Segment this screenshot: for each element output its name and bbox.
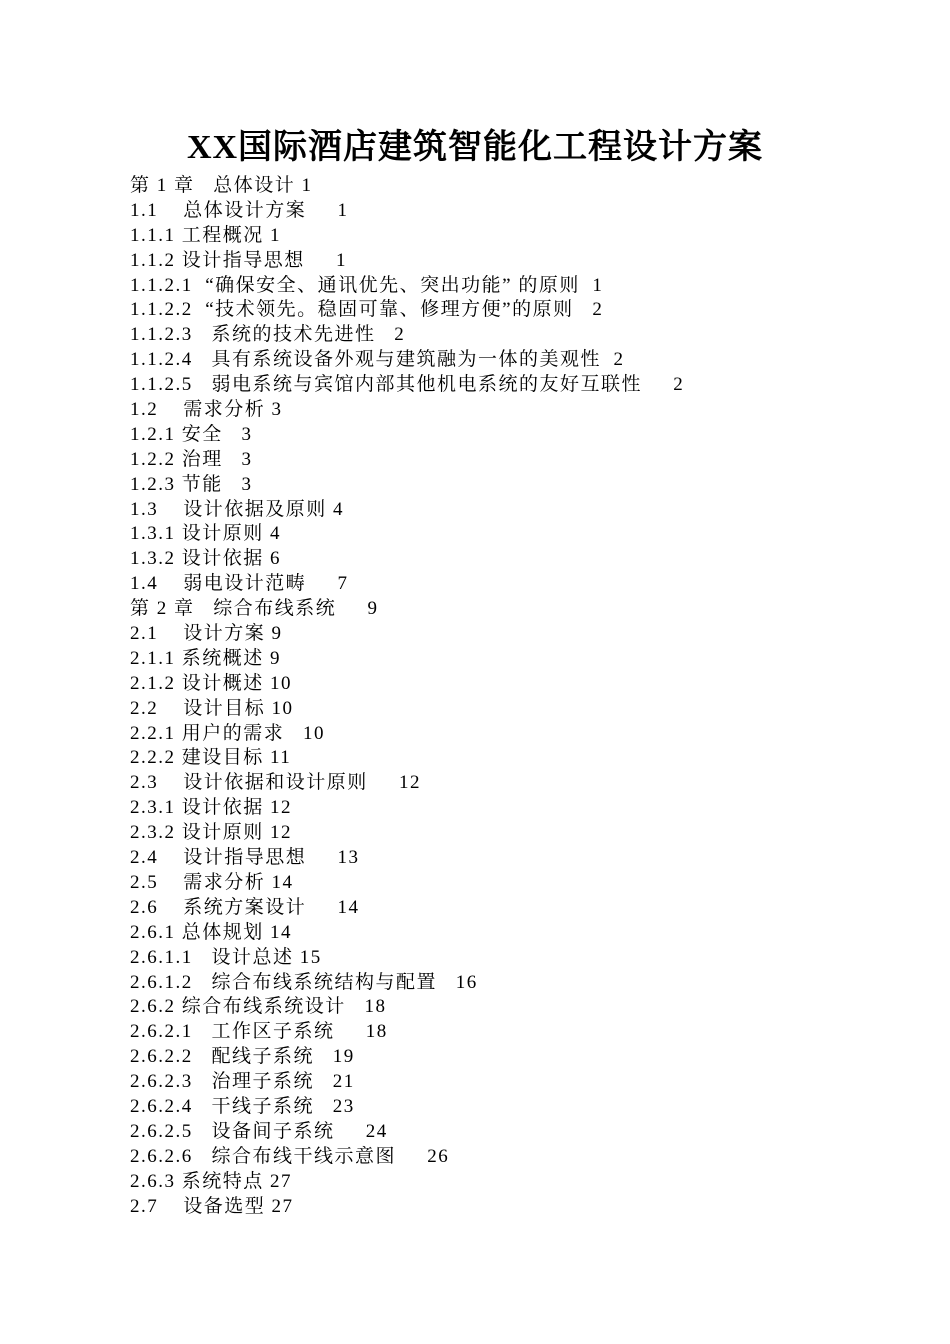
toc-entry[interactable] xyxy=(130,572,890,597)
toc-entry-text: 2.6.1 总体规划 14 xyxy=(130,921,293,943)
toc-entry[interactable] xyxy=(130,722,890,747)
toc-entry-text: 1.1 总体设计方案 1 xyxy=(130,199,349,221)
toc-entry[interactable] xyxy=(130,647,890,672)
toc-entry-text: 2.6.2.6 综合布线干线示意图 26 xyxy=(130,1145,450,1167)
toc-entry[interactable] xyxy=(130,547,890,572)
toc-entry[interactable] xyxy=(130,921,890,946)
toc-entry-text: 2.3.2 设计原则 12 xyxy=(130,822,293,844)
toc-entry[interactable] xyxy=(130,697,890,722)
toc-entry-text: 2.1.1 系统概述 9 xyxy=(130,647,282,669)
toc-entry-text: 1.2.2 治理 3 xyxy=(130,448,253,470)
toc-entry-text: 1.1.2.1 “确保安全、通讯优先、突出功能” 的原则 1 xyxy=(130,274,604,296)
toc-entry-text: 2.3 设计依据和设计原则 12 xyxy=(130,772,422,794)
toc-entry[interactable] xyxy=(130,373,890,398)
toc-entry-text: 1.1.2.3 系统的技术先进性 2 xyxy=(130,324,406,346)
toc-entry-text: 2.6.2 综合布线系统设计 18 xyxy=(130,996,387,1018)
toc-entry-text: 2.4 设计指导思想 13 xyxy=(130,847,360,869)
toc-entry-text: 2.5 需求分析 14 xyxy=(130,871,294,893)
toc-entry[interactable] xyxy=(130,174,890,199)
toc-entry-text: 1.1.2 设计指导思想 1 xyxy=(130,249,348,271)
toc-entry-text: 2.3.1 设计依据 12 xyxy=(130,797,293,819)
toc-entry[interactable] xyxy=(130,971,890,996)
toc-entry[interactable] xyxy=(130,323,890,348)
toc-entry-text: 1.3.1 设计原则 4 xyxy=(130,523,282,545)
toc-entry-text: 2.6.2.3 治理子系统 21 xyxy=(130,1071,355,1093)
toc-entry[interactable] xyxy=(130,498,890,523)
toc-entry-text: 1.1.2.2 “技术领先。稳固可靠、修理方便”的原则 2 xyxy=(130,299,604,321)
toc-entry-text: 2.1 设计方案 9 xyxy=(130,623,283,645)
toc-entry-text: 1.1.2.5 弱电系统与宾馆内部其他机电系统的友好互联性 2 xyxy=(130,374,685,396)
toc-entry-text: 2.2.2 建设目标 11 xyxy=(130,747,292,769)
toc-entry-text: 1.4 弱电设计范畴 7 xyxy=(130,573,349,595)
toc-entry[interactable] xyxy=(130,995,890,1020)
table-of-contents xyxy=(130,174,890,1219)
toc-entry-text: 1.1.2.4 具有系统设备外观与建筑融为一体的美观性 2 xyxy=(130,349,625,371)
toc-entry[interactable] xyxy=(130,821,890,846)
toc-entry[interactable] xyxy=(130,622,890,647)
toc-entry[interactable] xyxy=(130,846,890,871)
toc-entry-text: 1.2 需求分析 3 xyxy=(130,399,283,421)
toc-entry[interactable] xyxy=(130,1195,890,1220)
toc-entry-text: 2.6 系统方案设计 14 xyxy=(130,896,360,918)
toc-entry[interactable] xyxy=(130,746,890,771)
toc-entry[interactable] xyxy=(130,1145,890,1170)
document-title: XX国际酒店建筑智能化工程设计方案 xyxy=(186,129,764,166)
toc-entry[interactable] xyxy=(130,398,890,423)
toc-entry[interactable] xyxy=(130,224,890,249)
toc-entry-text: 第 2 章 综合布线系统 9 xyxy=(130,598,379,620)
toc-entry[interactable] xyxy=(130,448,890,473)
toc-entry[interactable] xyxy=(130,473,890,498)
toc-entry[interactable] xyxy=(130,672,890,697)
toc-entry-text: 1.2.3 节能 3 xyxy=(130,473,253,495)
toc-entry-text: 2.2 设计目标 10 xyxy=(130,697,294,719)
toc-entry[interactable] xyxy=(130,771,890,796)
toc-entry-text: 2.6.2.5 设备间子系统 24 xyxy=(130,1120,388,1142)
toc-entry[interactable] xyxy=(130,522,890,547)
toc-entry-text: 2.6.1.2 综合布线系统结构与配置 16 xyxy=(130,971,478,993)
toc-entry[interactable] xyxy=(130,871,890,896)
toc-entry[interactable] xyxy=(130,1170,890,1195)
toc-entry-text: 第 1 章 总体设计 1 xyxy=(130,175,313,196)
toc-entry-text: 2.1.2 设计概述 10 xyxy=(130,672,293,694)
toc-entry[interactable] xyxy=(130,298,890,323)
toc-entry[interactable] xyxy=(130,1020,890,1045)
toc-entry[interactable] xyxy=(130,1120,890,1145)
toc-entry[interactable] xyxy=(130,1095,890,1120)
toc-entry[interactable] xyxy=(130,1045,890,1070)
toc-entry[interactable] xyxy=(130,1070,890,1095)
toc-entry-text: 2.6.2.1 工作区子系统 18 xyxy=(130,1021,388,1043)
toc-entry[interactable] xyxy=(130,796,890,821)
toc-entry[interactable] xyxy=(130,274,890,299)
toc-entry-text: 1.3.2 设计依据 6 xyxy=(130,548,282,570)
toc-entry-text: 1.3 设计依据及原则 4 xyxy=(130,498,345,520)
toc-entry[interactable] xyxy=(130,896,890,921)
toc-entry-text: 2.6.1.1 设计总述 15 xyxy=(130,946,322,968)
toc-entry[interactable] xyxy=(130,946,890,971)
toc-entry[interactable] xyxy=(130,199,890,224)
toc-entry-text: 2.2.1 用户的需求 10 xyxy=(130,722,326,744)
toc-entry-text: 2.6.2.2 配线子系统 19 xyxy=(130,1046,355,1068)
toc-entry-text: 2.6.3 系统特点 27 xyxy=(130,1170,293,1192)
toc-entry[interactable] xyxy=(130,597,890,622)
toc-entry[interactable] xyxy=(130,348,890,373)
toc-entry-text: 1.1.1 工程概况 1 xyxy=(130,224,282,246)
toc-entry-text: 2.7 设备选型 27 xyxy=(130,1195,294,1217)
toc-entry[interactable] xyxy=(130,423,890,448)
toc-entry-text: 1.2.1 安全 3 xyxy=(130,423,253,445)
toc-entry[interactable] xyxy=(130,249,890,274)
toc-entry-text: 2.6.2.4 干线子系统 23 xyxy=(130,1095,355,1117)
